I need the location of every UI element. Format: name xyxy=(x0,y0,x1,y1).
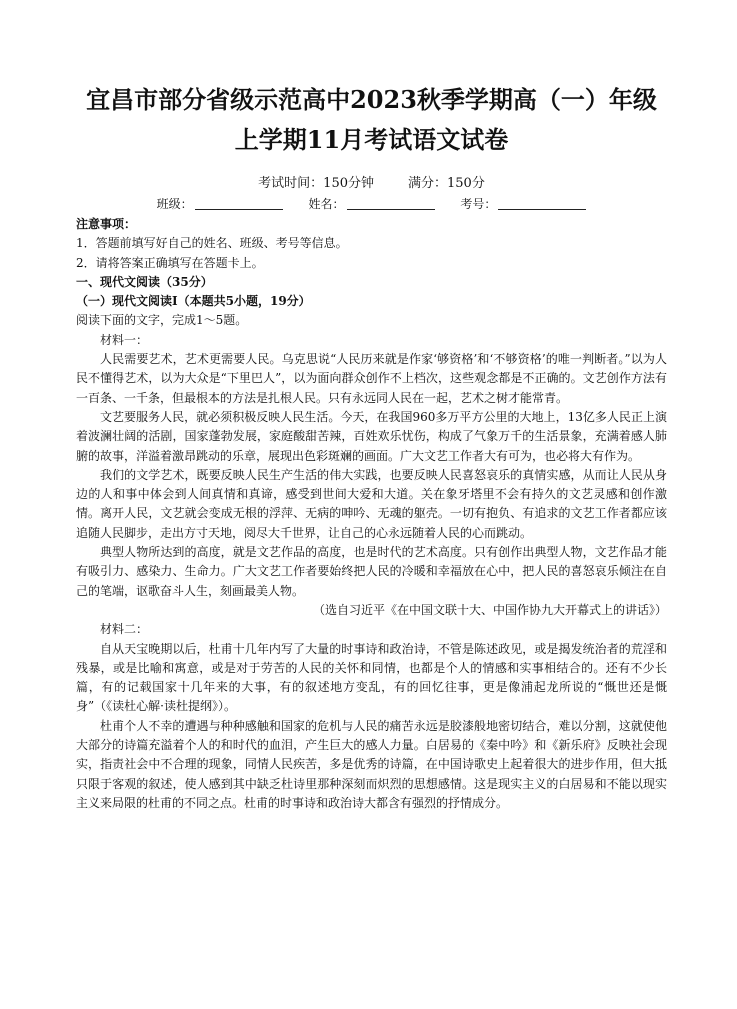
material1-source: （选自习近平《在中国文联十大、中国作协九大开幕式上的讲话》） xyxy=(312,602,667,617)
material1-paragraph-3: 我们的文学艺术，既要反映人民生产生活的伟大实践，也要反映人民喜怒哀乐的真情实感，从而让人民从身边的人和事中体会到人间真情和真谛，感受到世间大爱和大道。关在象牙塔里不会有持久的文艺灵感和创作激情。离开人民，文艺就会变成无根的浮萍、无病的呻吟、无魂的躯壳。一切有抱负、有追求的文艺工作者都应该追随人民脚步，走出方寸天地，阅尽大千世界，让自己的心永远随着人民的心而跳动。 xyxy=(76,467,667,540)
material2-paragraph-2: 杜甫个人不幸的遭遇与种种感触和国家的危机与人民的痛苦永远是胶漆般地密切结合，难以分割，这就使他大部分的诗篇充溢着个人的和时代的血泪，产生巨大的感人力量。白居易的《秦中吟》和《新乐府》反映社会现实，指责社会中不合理的现象，同情人民疾苦，多是优秀的诗篇，在中国诗歌史上起着很大的进步作用，但大抵只限于客观的叙述，使人感到其中缺乏杜诗里那种深刻而炽烈的思想感情。这是现实主义的白居易和不能以现实主义来局限的杜甫的不同之点。杜甫的时事诗和政治诗大都含有强烈的抒情成分。 xyxy=(76,718,667,810)
exam-info xyxy=(76,177,667,190)
notes-heading: 注意事项： xyxy=(76,217,137,231)
exam-title-line2: 上学期11月考试语文试卷 xyxy=(234,125,509,154)
number-label: 考号： xyxy=(460,197,497,211)
student-fields xyxy=(76,198,667,210)
exam-time: 考试时间：150分钟 xyxy=(258,176,374,191)
section-heading: 一、现代文阅读（35分） xyxy=(76,274,213,289)
exam-body xyxy=(76,215,667,813)
material1-paragraph-1: 人民需要艺术，艺术更需要人民。乌克思说“人民历来就是作家‘够资格’和‘不够资格’的唯一判断者。”以为人民不懂得艺术，以为大众是“下里巴人”，以为面向群众创作不上档次，这些观念都是不正确的。文艺创作方法有一百条、一千条，但最根本的方法是扎根人民。只有永远同人民在一起，艺术之树才能常青。 xyxy=(76,352,667,405)
name-blank xyxy=(347,209,435,210)
class-label: 班级： xyxy=(156,197,193,211)
notes-item-1: 1．答题前填写好自己的姓名、班级、考号等信息。 xyxy=(76,236,348,251)
exam-score: 满分：150分 xyxy=(408,176,485,191)
notes-item-2: 2．请将答案正确填写在答题卡上。 xyxy=(76,255,264,270)
exam-title-line1: 宜昌市部分省级示范高中2023秋季学期高（一）年级 xyxy=(86,85,657,114)
reading-instruction: 阅读下面的文字，完成1～5题。 xyxy=(76,313,248,328)
sub-section-heading: （一）现代文阅读Ⅰ（本题共5小题，19分） xyxy=(76,294,311,309)
material2-paragraph-1: 自从天宝晚期以后，杜甫十几年内写了大量的时事诗和政治诗，不管是陈述政见，或是揭发统治者的荒淫和残暴，或是比喻和寓意，或是对于劳苦的人民的关怀和同情，也都是个人的情感和实事相结合的。还有不少长篇，有的记载国家十几年来的大事，有的叙述地方变乱，有的回忆往事，更是像浦起龙所说的“慨世还是慨身”（《读杜心解·读杜提纲》）。 xyxy=(76,641,667,714)
name-label: 姓名： xyxy=(308,197,345,211)
material2-label: 材料二： xyxy=(100,622,149,637)
material1-paragraph-2: 文艺要服务人民，就必须积极反映人民生活。今天，在我国960多万平方公里的大地上，13亿多人民正上演着波澜壮阔的活剧，国家蓬勃发展，家庭酸甜苦辣，百姓欢乐忧伤，构成了气象万千的生活景象，充满着感人肺腑的故事，洋溢着激昂跳动的乐章，展现出色彩斑斓的画面。广大文艺工作者大有可为，也必将大有作为。 xyxy=(76,409,667,463)
material1-paragraph-4: 典型人物所达到的高度，就是文艺作品的高度，也是时代的艺术高度。只有创作出典型人物，文艺作品才能有吸引力、感染力、生命力。广大文艺工作者要始终把人民的冷暖和幸福放在心中，把人民的喜怒哀乐倾注在自己的笔端，讴歌奋斗人生，刻画最美人物。 xyxy=(76,545,667,598)
class-blank xyxy=(195,209,283,210)
number-blank xyxy=(498,209,586,210)
material1-label: 材料一： xyxy=(100,332,149,347)
